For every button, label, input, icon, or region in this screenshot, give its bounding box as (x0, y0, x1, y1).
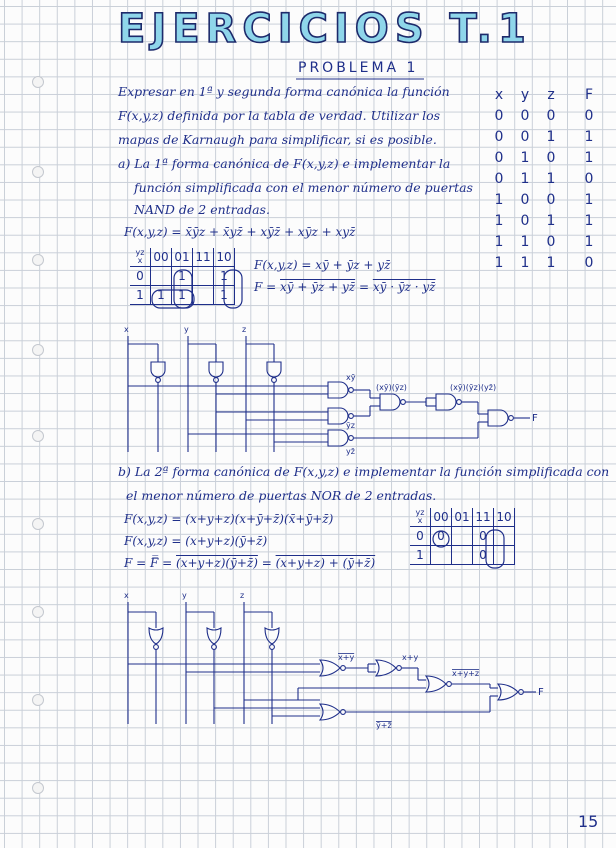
binder-hole (32, 254, 44, 266)
circuit-a-signal-label: (xȳ)(ȳz)(yz̄) (450, 383, 497, 392)
kmap-cell: 0 (473, 527, 494, 546)
circuit-b-signal-label: x+y (402, 653, 419, 662)
nand-form: F = xȳ + ȳz + yz̄ = xȳ · ȳz · yz̄ (254, 280, 436, 294)
binder-hole (32, 606, 44, 618)
binder-hole (32, 518, 44, 530)
second-canonical-form: F(x,y,z) = (x+y+z)(x+ȳ+z̄)(x̄+ȳ+z̄) (124, 512, 334, 526)
part-a-line-1: a) La 1ª forma canónica de F(x,y,z) e implementar la (118, 156, 451, 171)
kmap-col-header: 11 (473, 508, 494, 527)
circuit-a-input-label: y (184, 325, 189, 334)
circuit-b-input-label: y (182, 591, 187, 600)
table-row: 1 1 1 0 (494, 254, 594, 271)
circuit-b-input-label: z (240, 591, 245, 600)
table-row: 0 0 0 0 (494, 107, 594, 124)
truth-table-header: y (520, 86, 530, 103)
subtitle-underline (296, 77, 426, 81)
kmap-col-header: 11 (193, 248, 214, 267)
circuit-b-signal-label: ȳ+z̄ (376, 721, 392, 730)
circuit-a-signal-label: xȳ (346, 373, 356, 382)
kmap-cell: 1 (172, 267, 193, 286)
simplified-sop: F(x,y,z) = xȳ + ȳz + yz̄ (254, 258, 391, 272)
table-row: 0 1 0 1 (494, 149, 594, 166)
kmap-col-header: 10 (494, 508, 515, 527)
kmap-corner: yz x (130, 248, 151, 267)
kmap-col-header: 10 (214, 248, 235, 267)
kmap-cell: 1 (151, 286, 172, 305)
kmap-row-header: 0 (130, 267, 151, 286)
table-row: 1 0 1 1 (494, 212, 594, 229)
kmap-corner: yz x (410, 508, 431, 527)
kmap-col-header: 00 (431, 508, 452, 527)
binder-hole (32, 430, 44, 442)
kmap-row-header: 1 (130, 286, 151, 305)
kmap-cell: 1 (214, 286, 235, 305)
circuit-b-output-label: F (538, 687, 544, 698)
binder-hole (32, 76, 44, 88)
nor-form: F = F̿ = (x+y+z)(ȳ+z̄) = (x+y+z) + (ȳ+z̄) (124, 556, 376, 570)
kmap-col-header: 01 (452, 508, 473, 527)
circuit-b-signal-label: x+y+z (452, 669, 480, 678)
circuit-a-input-label: z (242, 325, 247, 334)
binder-hole (32, 694, 44, 706)
kmap-a-groupings (150, 268, 260, 314)
page-title: EJERCICIOS T.1 (118, 6, 532, 52)
circuit-b-signal-label: x+y (338, 653, 355, 662)
truth-table (486, 84, 602, 273)
table-row: 0 0 1 1 (494, 128, 594, 145)
nor-circuit-diagram (118, 588, 548, 738)
kmap-row-header: 0 (410, 527, 431, 546)
first-canonical-form: F(x,y,z) = x̄ȳz + x̄yz̄ + xȳz̄ + xȳz + xyz̄ (124, 225, 356, 239)
binder-hole (32, 166, 44, 178)
circuit-a-signal-label: (xȳ)(ȳz) (376, 383, 407, 392)
circuit-a-signal-label: yz̄ (346, 447, 355, 456)
kmap-cell: 0 (473, 546, 494, 565)
circuit-a-output-label: F (532, 413, 538, 424)
intro-line-3: mapas de Karnaugh para simplificar, si es posible. (118, 132, 437, 147)
nand-circuit-diagram (118, 322, 548, 462)
circuit-a-signal-label: ȳz (346, 421, 355, 430)
kmap-row-header: 1 (410, 546, 431, 565)
truth-table-header: z (547, 86, 555, 103)
problem-heading: PROBLEMA 1 (298, 60, 419, 76)
truth-table-header: x (494, 86, 504, 103)
circuit-b-input-label: x (124, 591, 129, 600)
kmap-col-header: 00 (151, 248, 172, 267)
table-row: 1 0 0 1 (494, 191, 594, 208)
part-a-line-3: NAND de 2 entradas. (134, 202, 270, 217)
kmap-col-header: 01 (172, 248, 193, 267)
part-b-line-2: el menor número de puertas NOR de 2 entradas. (126, 488, 437, 503)
binder-hole (32, 344, 44, 356)
intro-line-1: Expresar en 1ª y segunda forma canónica la función (118, 84, 450, 99)
binder-hole (32, 782, 44, 794)
truth-table-header: F (584, 86, 594, 103)
table-row: 1 1 0 1 (494, 233, 594, 250)
intro-line-2: F(x,y,z) definida por la tabla de verdad. Utilizar los (118, 108, 441, 123)
kmap-cell: 1 (214, 267, 235, 286)
kmap-cell: 0 (431, 527, 452, 546)
kmap-cell: 1 (172, 286, 193, 305)
part-a-line-2: función simplificada con el menor número de puertas (134, 180, 473, 195)
page-number: 15 (578, 812, 599, 831)
part-b-line-1: b) La 2ª forma canónica de F(x,y,z) e implementar la función simplificada con (118, 464, 610, 479)
table-row: 0 1 1 0 (494, 170, 594, 187)
circuit-a-input-label: x (124, 325, 129, 334)
simplified-pos: F(x,y,z) = (x+y+z)(ȳ+z̄) (124, 534, 268, 548)
kmap-b-groupings (430, 528, 530, 574)
